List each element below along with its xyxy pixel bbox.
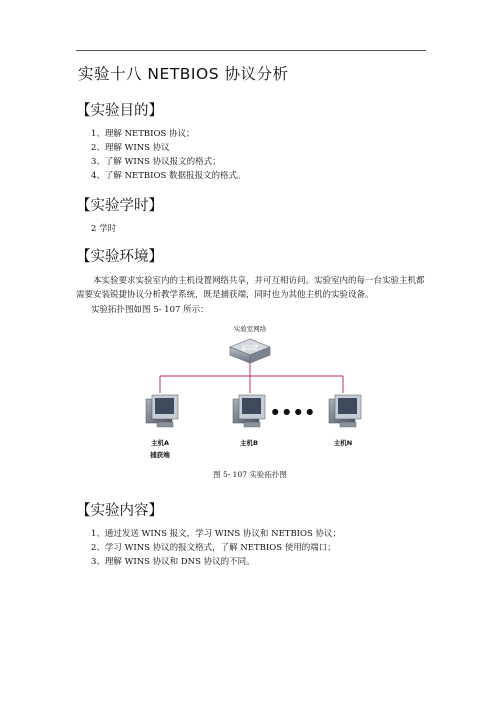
network-links <box>160 361 343 393</box>
ellipsis-dots: ● ● ● ● <box>271 407 315 416</box>
switch-icon <box>230 339 270 363</box>
purpose-item: 4、了解 NETBIOS 数据报报文的格式。 <box>91 171 246 181</box>
section-heading-environment: 【实验环境】 <box>76 249 163 265</box>
host-a-label: 主机A <box>150 439 170 447</box>
section-heading-hours: 【实验学时】 <box>76 198 163 214</box>
host-n-label: 主机N <box>333 439 353 447</box>
host-b-label: 主机B <box>240 439 258 447</box>
computer-icon <box>233 395 265 427</box>
hours-text: 2 学时 <box>91 224 117 234</box>
computer-icon <box>329 395 361 427</box>
content-item: 3、理解 WINS 协议和 DNS 协议的不同。 <box>91 557 255 567</box>
purpose-item: 2、理解 WINS 协议 <box>91 143 170 153</box>
host-a-role-label: 捕获端 <box>150 451 170 459</box>
figure-caption: 图 5- 107 实验拓扑图 <box>213 470 287 479</box>
content-item: 2、学习 WINS 协议的报文格式，了解 NETBIOS 使用的端口； <box>91 543 336 553</box>
content-item: 1、通过发送 WINS 报文，学习 WINS 协议和 NETBIOS 协议； <box>91 529 342 539</box>
section-heading-content: 【实验内容】 <box>76 503 163 519</box>
purpose-item: 1、理解 NETBIOS 协议； <box>91 129 195 139</box>
page-title: 实验十八 NETBIOS 协议分析 <box>78 65 289 83</box>
environment-paragraph: 本实验要求实验室内的主机设置网络共享，并可互相访问。实验室内的每一台实验主机都需要安装锐捷协议分析教学系统，既是捕获端，同时也为其他主机的实验设备。 <box>76 276 425 300</box>
purpose-item: 3、了解 WINS 协议报文的格式； <box>91 157 221 167</box>
network-label: 实验室网络 <box>233 325 267 333</box>
figure-reference: 实验拓扑图如图 5- 107 所示： <box>91 305 209 315</box>
section-heading-purpose: 【实验目的】 <box>76 103 163 119</box>
computer-icon <box>146 395 178 427</box>
